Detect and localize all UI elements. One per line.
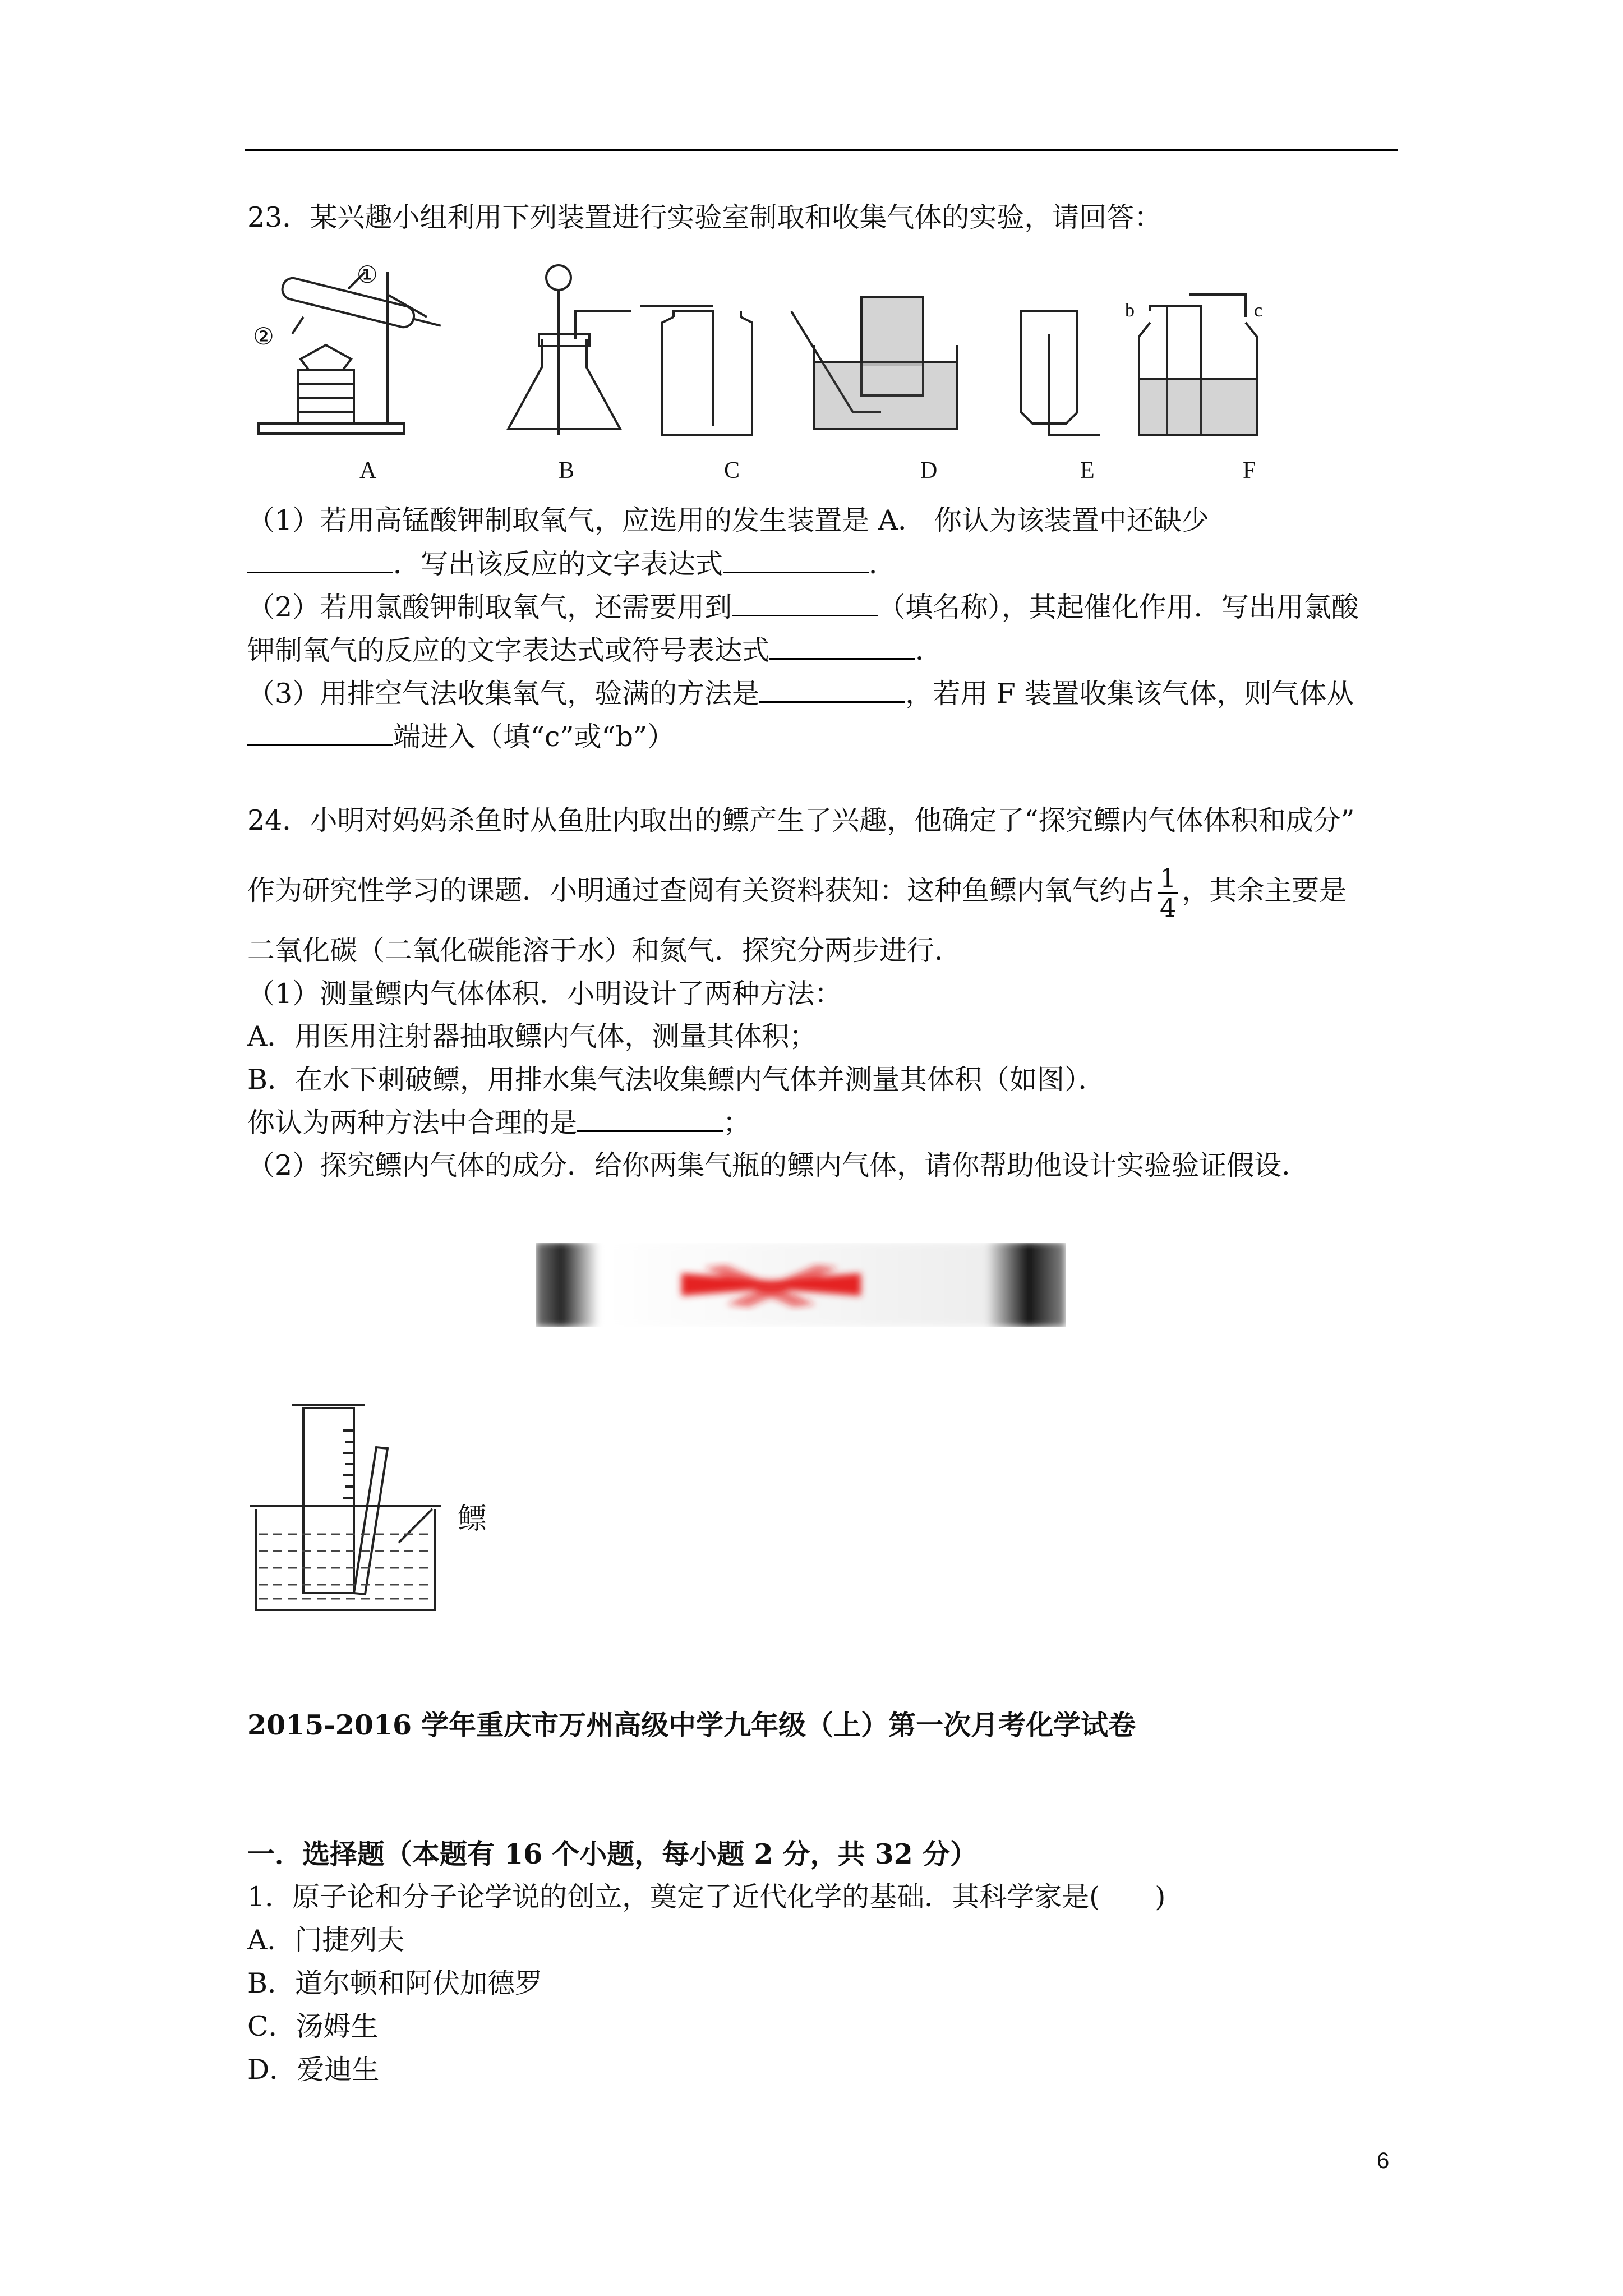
q23-stem: 23．某兴趣小组利用下列装置进行实验室制取和收集气体的实验，请回答：: [247, 201, 1162, 233]
q24-line7: 你认为两种方法中合理的是 ；: [247, 1107, 751, 1139]
q1-option-c: C．汤姆生: [247, 2010, 379, 2042]
b-stopper: [539, 334, 589, 346]
cylinder: [303, 1408, 354, 1593]
blank-reasonable-method[interactable]: [577, 1106, 723, 1132]
blank-missing-item[interactable]: [247, 547, 393, 573]
q23-part3-line2: 端进入（填“c”或“b”）: [247, 720, 675, 754]
label-port-b: b: [1125, 300, 1135, 321]
q23-part2-line1: （2）若用氯酸钾制取氧气，还需要用到 （填名称），其起催化作用．写出用氯酸: [247, 591, 1359, 623]
label-circle-2: ②: [253, 324, 274, 350]
blank-word-equation-1[interactable]: [723, 547, 869, 573]
cylinder-drawing: [247, 1397, 472, 1621]
q23-part1-line1: （1）若用高锰酸钾制取氧气，应选用的发生装置是 A． 你认为该装置中还缺少: [247, 504, 1209, 536]
measuring-cylinder-figure: [247, 1397, 505, 1621]
figure-label-bladder: 鳔: [458, 1502, 487, 1536]
a-lamp-top: [301, 345, 351, 370]
q1-option-b: B．道尔顿和阿伏加德罗: [247, 1967, 543, 1999]
blank-port[interactable]: [247, 720, 393, 746]
q23-part3-line1: （3）用排空气法收集氧气，验满的方法是 ，若用 F 装置收集该气体，则气体从: [247, 678, 1354, 710]
apparatus-water-shading: [815, 298, 1256, 434]
q23-part2-line2: 钾制氧气的反应的文字表达式或符号表达式 ．: [247, 634, 943, 666]
label-port-c: c: [1254, 300, 1263, 321]
q1-option-a: A．门捷列夫: [247, 1924, 405, 1956]
trough: [256, 1509, 435, 1610]
e-tube: [1049, 334, 1100, 435]
b-delivery: [575, 311, 631, 339]
label-a: A: [359, 458, 377, 484]
banner-drawing: [536, 1243, 1066, 1327]
a-stand-base: [259, 424, 404, 434]
section1-heading: 一．选择题（本题有 16 个小题，每小题 2 分，共 32 分）: [247, 1838, 978, 1870]
q1-option-d: D．爱迪生: [247, 2054, 380, 2086]
apparatus-figure: [247, 250, 1313, 491]
q1-stem: 1．原子论和分子论学说的创立，奠定了近代化学的基础．其科学家是( ): [247, 1881, 1166, 1913]
label-f: F: [1243, 458, 1256, 484]
label-e: E: [1080, 458, 1095, 484]
q24-option-a: A．用医用注射器抽取鳔内气体，测量其体积；: [247, 1020, 817, 1052]
blank-catalyst[interactable]: [732, 590, 878, 616]
b-flask: [508, 339, 620, 429]
blurred-banner-image: [536, 1243, 1066, 1327]
q24-option-b: B．在水下刺破鳔，用排水集气法收集鳔内气体并测量其体积（如图）．: [247, 1064, 1106, 1096]
syringe-tube: [354, 1447, 388, 1594]
water-dashes: [259, 1534, 432, 1599]
fraction-one-quarter: $\frac{1}{4}$: [1158, 864, 1178, 922]
label-c: C: [724, 458, 740, 484]
label-d: D: [920, 458, 938, 484]
q24-line4: （1）测量鳔内气体体积．小明设计了两种方法：: [247, 978, 842, 1010]
blank-check-full[interactable]: [759, 677, 905, 703]
header-rule: [245, 149, 1398, 151]
q23-part1-line2: ．写出该反应的文字表达式 ．: [247, 547, 896, 581]
page-number: 6: [1377, 2148, 1390, 2173]
c-jar: [662, 323, 752, 435]
q24-line8: （2）探究鳔内气体的成分．给你两集气瓶的鳔内气体，请你帮助他设计实验验证假设．: [247, 1149, 1310, 1181]
apparatus-drawings: [247, 250, 1313, 491]
exam-title: 2015-2016 学年重庆市万州高级中学九年级（上）第一次月考化学试卷: [247, 1709, 1136, 1741]
q24-line2: 作为研究性学习的课题．小明通过查阅有关资料获知：这种鱼鳔内氧气约占 $\frac{1}{4}$ ，其余主要是: [247, 863, 1347, 923]
b-funnel-bulb: [546, 265, 571, 290]
label-circle-1: ①: [357, 263, 378, 288]
blank-word-equation-2[interactable]: [769, 633, 915, 660]
q24-line3: 二氧化碳（二氧化碳能溶于水）和氮气．探究分两步进行．: [247, 935, 962, 967]
q24-line1: 24．小明对妈妈杀鱼时从鱼肚内取出的鳔产生了兴趣，他确定了“探究鳔内气体体积和成分”: [247, 804, 1355, 836]
a-block: [298, 370, 354, 424]
label-b: B: [559, 458, 575, 484]
